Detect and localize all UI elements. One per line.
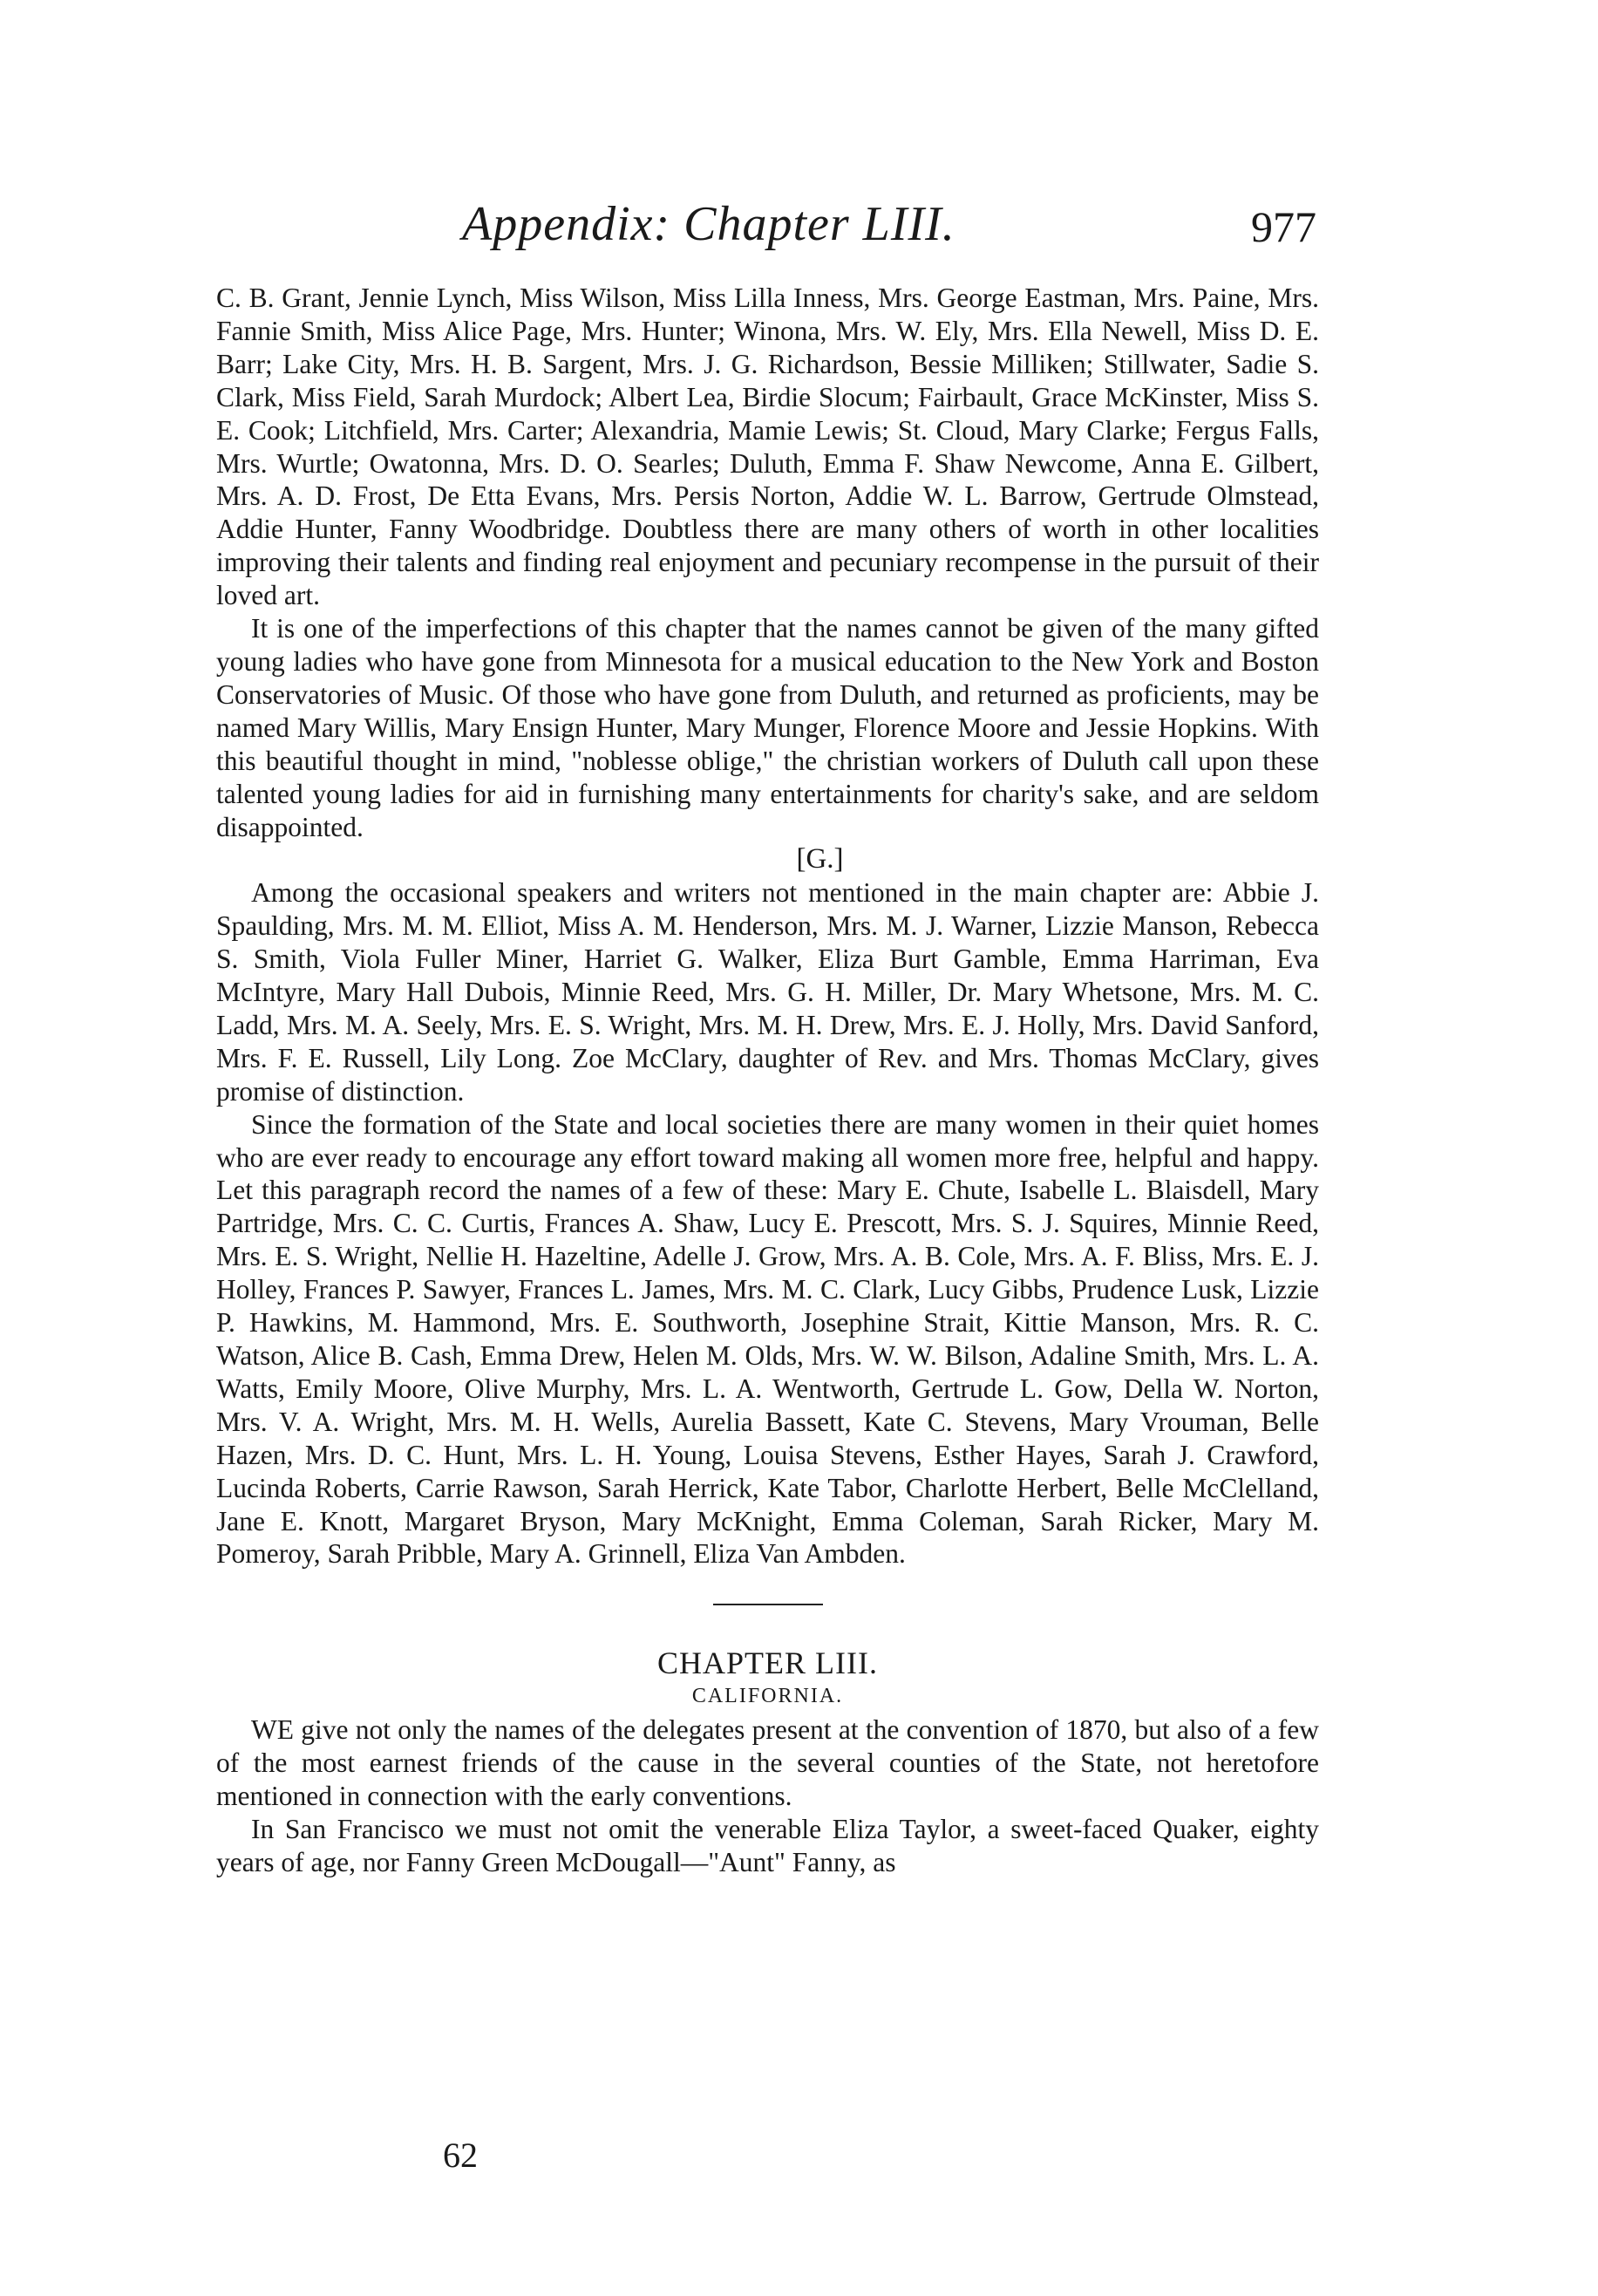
paragraph-continuation: C. B. Grant, Jennie Lynch, Miss Wilson, Miss Lilla Inness, Mrs. George Eastman, Mrs. Paine, Mrs. Fannie Smith, Miss Alice Page, Mrs. Hunter; Winona, Mrs. W. Ely, Mrs. Ella Newell, Miss D. E. Barr; Lake City, Mrs. H. B. Sargent, Mrs. J. G. Richardson, Bessie Milliken; Stillwater, Sadie S. Clark, Miss Field, Sarah Murdock; Albert Lea, Birdie Slocum; Fairbault, Grace McKinster, Miss S. E. Cook; Litchfield, Mrs. Carter; Alexandria, Mamie Lewis; St. Cloud, Mary Clarke; Fergus Falls, Mrs. Wurtle; Owatonna, Mrs. D. O. Searles; Duluth, Emma F. Shaw Newcome, Anna E. Gilbert, Mrs. A. D. Frost, De Etta Evans, Mrs. Persis Norton, Addie W. L. Barrow, Gertrude Olmstead, Addie Hunter, Fanny Woodbridge. Doubtless there are many others of worth in other localities improving their talents and finding real enjoyment and pecuniary recompense in the pursuit of their loved art.: [216, 283, 1319, 611]
signature-mark: 62: [443, 2136, 478, 2175]
paragraph-san-francisco: In San Francisco we must not omit the venerable Eliza Taylor, a sweet-faced Quaker, eighty years of age, nor Fanny Green McDougall—"Aunt" Fanny, as: [216, 1813, 1319, 1877]
page-header: [462, 196, 1316, 266]
paragraph-conservatories: It is one of the imperfections of this chapter that the names cannot be given of the many gifted young ladies who have gone from Minnesota for a musical education to the New York and Boston Conservatories of Music. Of those who have gone from Duluth, and returned as proficients, may be named Mary Willis, Mary Ensign Hunter, Mary Munger, Florence Moore and Jessie Hopkins. With this beautiful thought in mind, "noblesse oblige," the christian workers of Duluth call upon these talented young ladies for aid in furnishing many entertainments for charity's sake, and are seldom disappointed.: [216, 613, 1319, 842]
section-divider: [713, 1604, 823, 1605]
chapter-subheading: CALIFORNIA.: [691, 1685, 844, 1708]
page-body: [216, 282, 1319, 1879]
chapter-heading: CHAPTER LIII.: [657, 1645, 878, 1681]
paragraph-speakers: Among the occasional speakers and writers not mentioned in the main chapter are: Abbie J. Spaulding, Mrs. M. M. Elliot, Miss A. M. Henderson, Mrs. M. J. Warner, Lizzie Manson, Rebecca S. Smith, Viola Fuller Miner, Harriet G. Walker, Eliza Burt Gamble, Emma Harriman, Eva McIntyre, Mary Hall Dubois, Minnie Reed, Mrs. G. H. Miller, Dr. Mary Whetsone, Mrs. M. C. Ladd, Mrs. M. A. Seely, Mrs. E. S. Wright, Mrs. M. H. Drew, Mrs. E. J. Holly, Mrs. David Sanford, Mrs. F. E. Russell, Lily Long. Zoe McClary, daughter of Rev. and Mrs. Thomas McClary, gives promise of distinction.: [216, 877, 1319, 1107]
section-label-g: [G.]: [796, 843, 844, 875]
running-title: Appendix: Chapter LIII.: [462, 197, 955, 251]
paragraph-societies: Since the formation of the State and local societies there are many women in their quiet homes who are ever ready to encourage any effort toward making all women more free, helpful and happy. Let this paragraph record the names of a few of these: Mary E. Chute, Isabelle L. Blaisdell, Mary Partridge, Mrs. C. C. Curtis, Frances A. Shaw, Lucy E. Prescott, Mrs. S. J. Squires, Minnie Reed, Mrs. E. S. Wright, Nellie H. Hazeltine, Adelle J. Grow, Mrs. A. B. Cole, Mrs. A. F. Bliss, Mrs. E. J. Holley, Frances P. Sawyer, Frances L. James, Mrs. M. C. Clark, Lucy Gibbs, Prudence Lusk, Lizzie P. Hawkins, M. Hammond, Mrs. E. Southworth, Josephine Strait, Kittie Manson, Mrs. R. C. Watson, Alice B. Cash, Emma Drew, Helen M. Olds, Mrs. W. W. Bilson, Adaline Smith, Mrs. L. A. Watts, Emily Moore, Olive Murphy, Mrs. L. A. Wentworth, Gertrude L. Gow, Della W. Norton, Mrs. V. A. Wright, Mrs. M. H. Wells, Aurelia Bassett, Kate C. Stevens, Mary Vrouman, Belle Hazen, Mrs. D. C. Hunt, Mrs. L. H. Young, Louisa Stevens, Esther Hayes, Sarah J. Crawford, Lucinda Roberts, Carrie Rawson, Sarah Herrick, Kate Tabor, Charlotte Herbert, Belle McClelland, Jane E. Knott, Margaret Bryson, Mary McKnight, Emma Coleman, Sarah Ricker, Mary M. Pomeroy, Sarah Pribble, Mary A. Grinnell, Eliza Van Ambden.: [216, 1108, 1319, 1570]
page-number: 977: [1251, 202, 1316, 251]
paragraph-delegates: WE give not only the names of the delegates present at the convention of 1870, but also of a few of the most earnest friends of the cause in the several counties of the State, not heretofore mentioned in connection with the early conventions.: [216, 1714, 1319, 1811]
